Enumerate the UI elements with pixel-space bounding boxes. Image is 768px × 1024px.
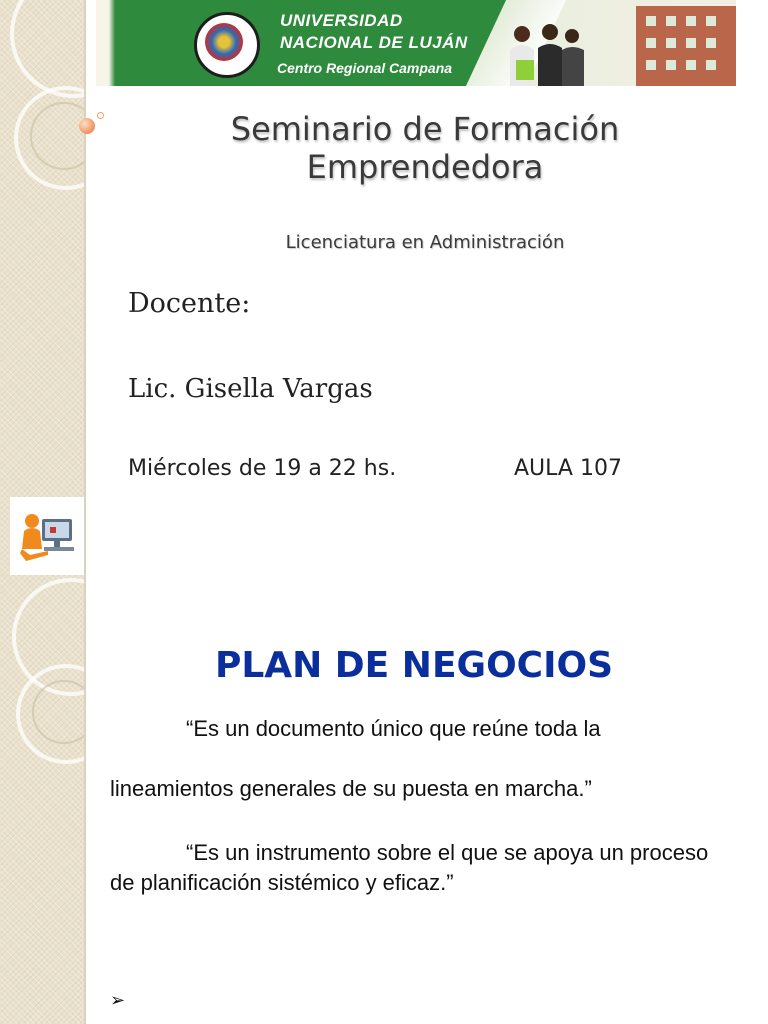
- quote-1-line1: “Es un documento único que reúne toda la: [186, 716, 601, 741]
- decorative-ring: [10, 0, 86, 98]
- quote-1-line2: lineamientos generales de su puesta en marcha.”: [110, 776, 592, 801]
- classroom: AULA 107: [514, 456, 622, 481]
- students-photo: [504, 20, 594, 86]
- teacher-name: Lic. Gisella Vargas: [128, 374, 373, 404]
- university-banner: [96, 0, 736, 86]
- decorative-dot: [97, 112, 104, 119]
- teacher-label: Docente:: [128, 288, 251, 319]
- university-name-line2: NACIONAL DE LUJÁN: [280, 33, 468, 52]
- page-subtitle: Licenciatura en Administración: [285, 232, 565, 253]
- person-at-computer-icon: [10, 497, 84, 575]
- university-name-line1: UNIVERSIDAD: [280, 11, 403, 30]
- seal-emblem: [205, 23, 243, 61]
- bullet-arrow-icon: ➢: [110, 990, 126, 1011]
- class-schedule: Miércoles de 19 a 22 hs.: [128, 456, 397, 481]
- quote-2: “Es un instrumento sobre el que se apoya un proceso de planificación sistémico y eficaz.”: [110, 840, 709, 895]
- decorative-dot: [79, 118, 95, 134]
- strip-divider: [84, 0, 86, 1024]
- page-title: [150, 110, 700, 186]
- title-line1: Seminario de Formación: [230, 110, 620, 148]
- section-heading: PLAN DE NEGOCIOS: [214, 645, 614, 686]
- university-seal-icon: [194, 12, 260, 78]
- title-line2: Emprendedora: [306, 148, 544, 186]
- campus-name: Centro Regional Campana: [277, 60, 453, 76]
- building-photo: [636, 6, 736, 86]
